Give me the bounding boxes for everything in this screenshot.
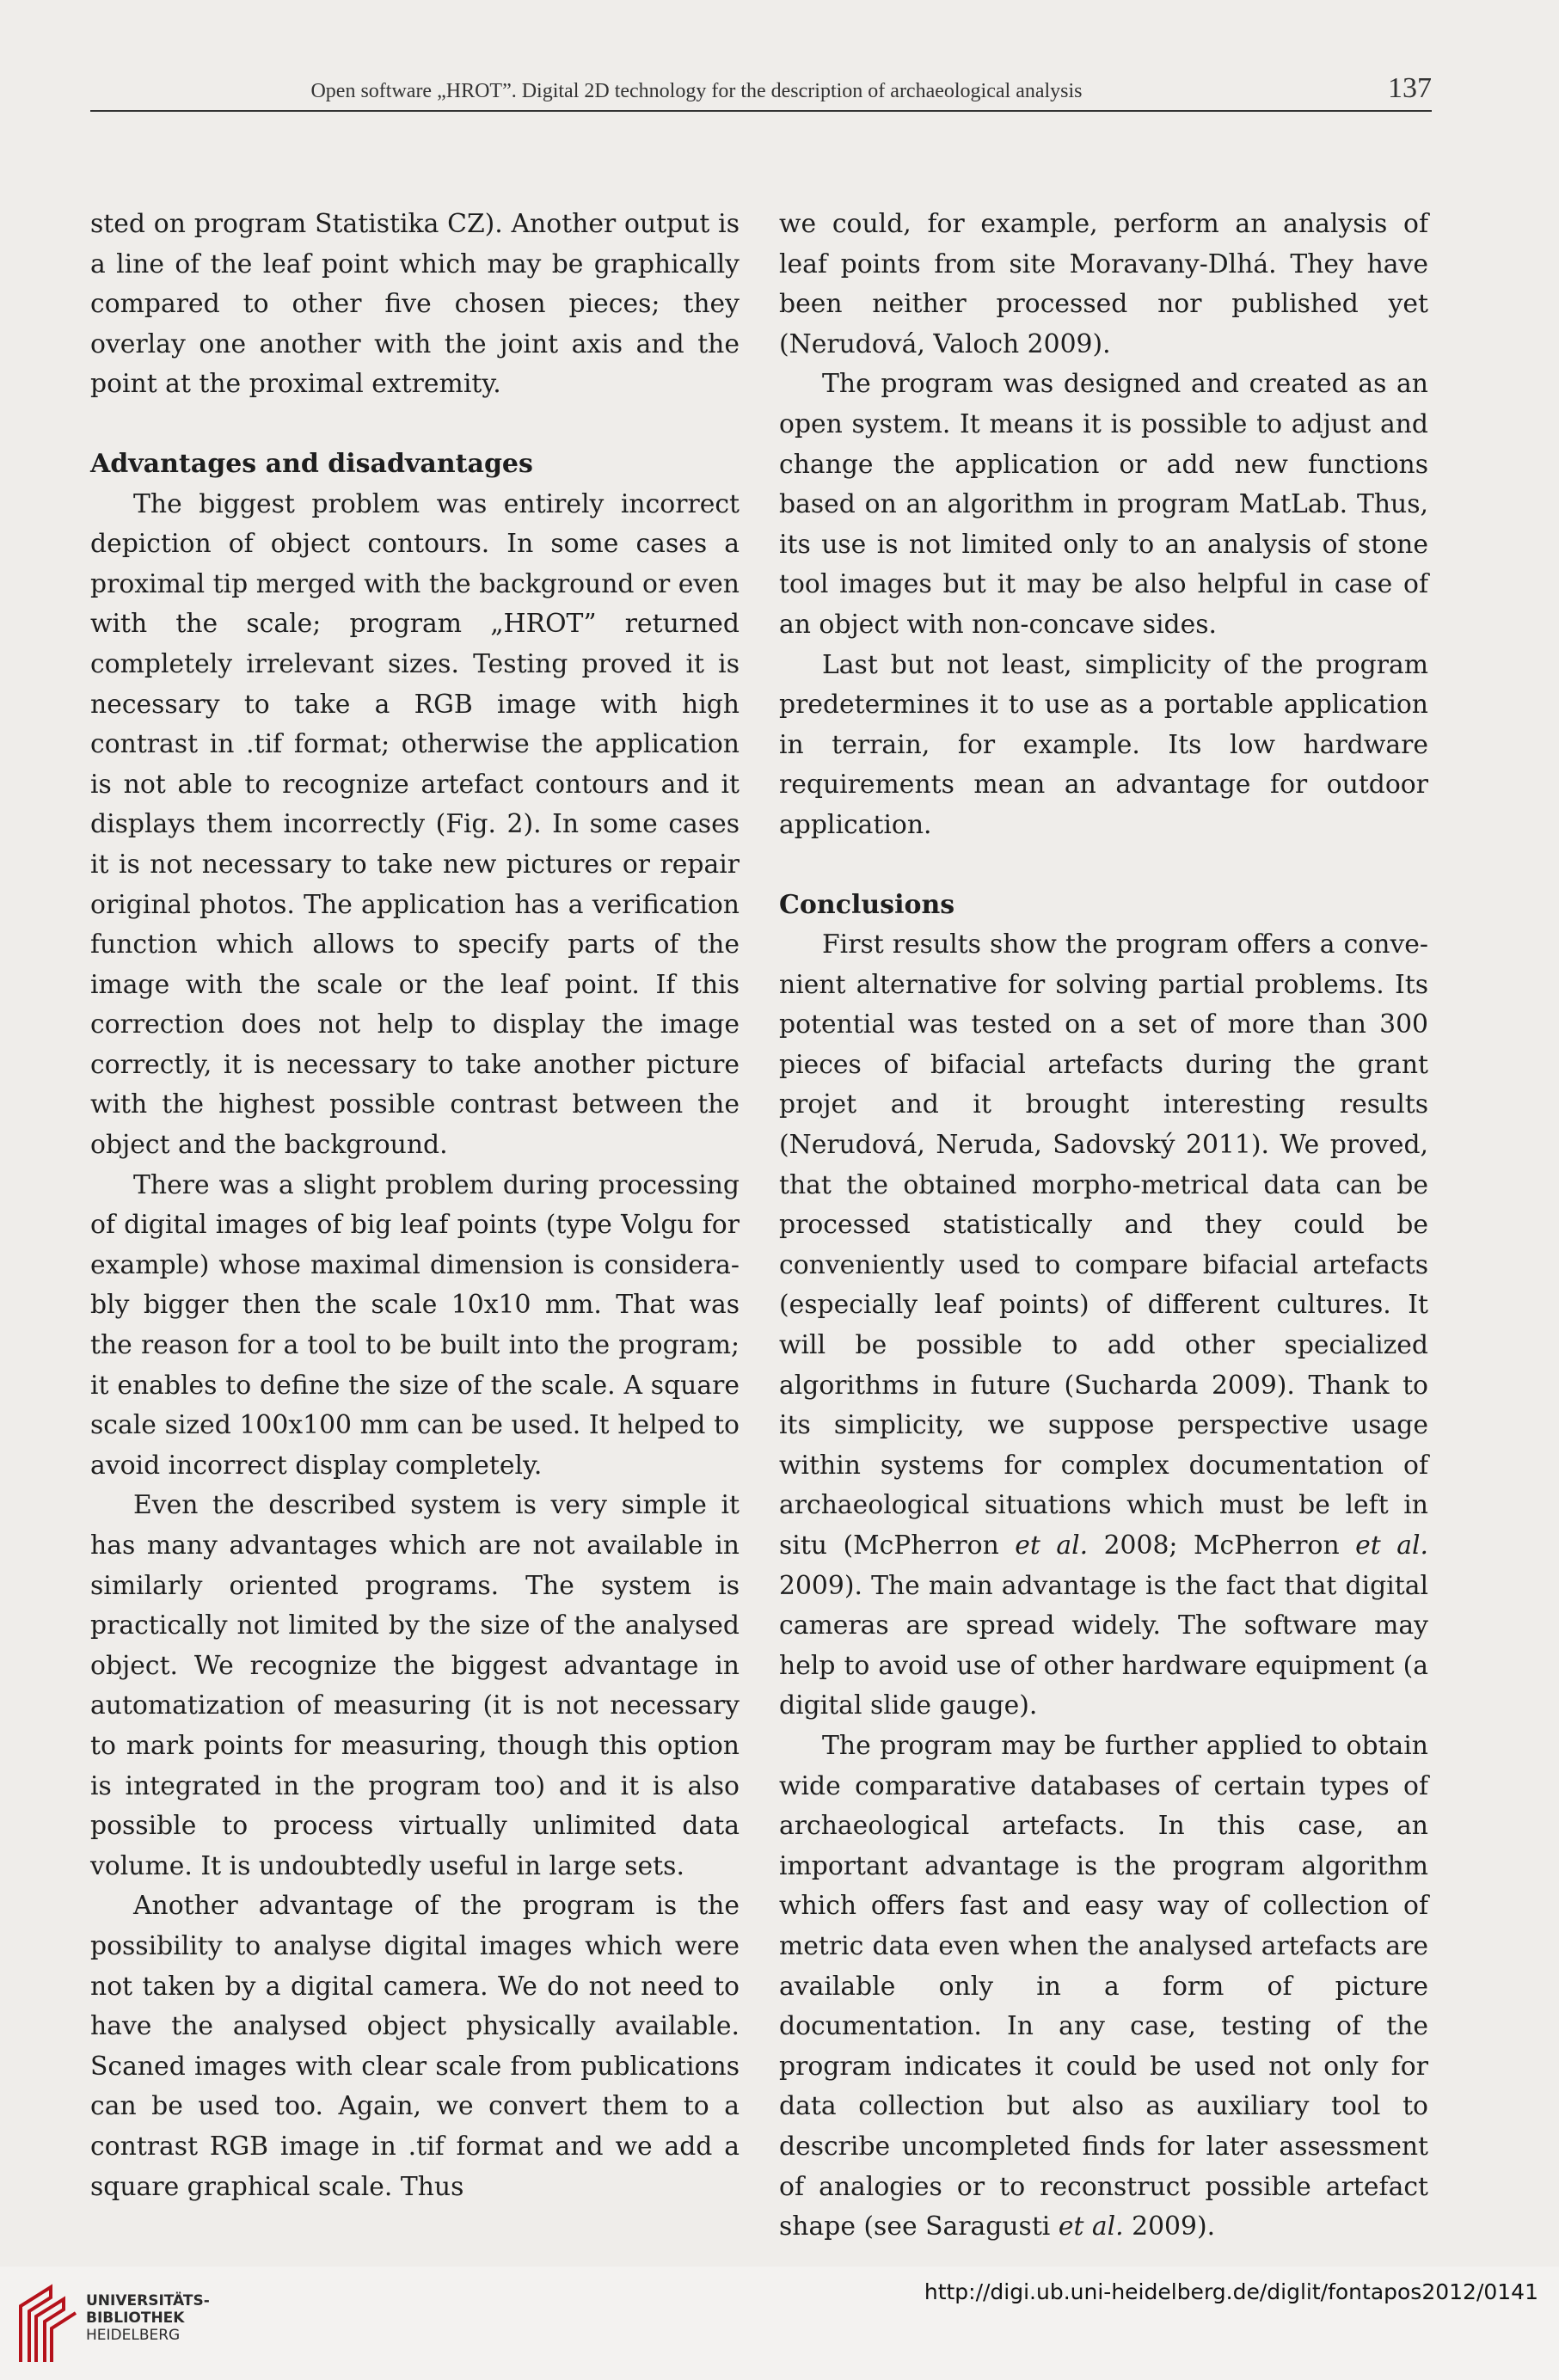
et-al-italic: et al. bbox=[1355, 1530, 1428, 1561]
paragraph bbox=[779, 925, 1428, 1727]
page-header bbox=[90, 67, 1432, 112]
paragraph: Even the described system is very simple it has many advantages which are not available in similarly oriented programs. The system is practically not limited by the size of the analysed object. We recognize the biggest advantage in automatization of measuring (it is not necessary to mark points for measuring, though this option is integrated in the program too) and it is also possible to process virtually unlimited data volume. It is undoubtedly useful in large sets. bbox=[90, 1490, 740, 1881]
paragraph: we could, for example, perform an analysis of leaf points from site Moravany-Dlhá. They have been neither processed nor published yet (Nerudová, Valoch 2009). bbox=[779, 209, 1428, 359]
text-run: 2009). The main advantage is the fact that digital cameras are spread widely. The software may help to avoid use of other hardware equipment (a digital slide gauge). bbox=[779, 1570, 1428, 1721]
et-al-italic: et al. bbox=[1058, 2211, 1124, 2242]
et-al-italic: et al. bbox=[1015, 1530, 1089, 1561]
page-number: 137 bbox=[1388, 72, 1432, 104]
source-url-link[interactable]: http://digi.ub.uni-heidelberg.de/diglit/fontapos2012/0141 bbox=[924, 2279, 1538, 2304]
paragraph bbox=[779, 1727, 1428, 2248]
library-line: UNIVERSITÄTS- bbox=[86, 2292, 210, 2309]
paragraph: There was a slight problem during processing of digital images of big leaf points (type Volgu for example) whose maximal dimension is considerably bigger then the scale 10x10 mm. That was the reason for a tool to be built into the program; it enables to define the size of the scale. A square scale sized 100x100 mm can be used. It helped to avoid incorrect display completely. bbox=[90, 1169, 740, 1481]
text-run: First results show the program offers a convenient alternative for solving partial problems. Its potential was tested on a set of more than 300 pieces of bifacial artefacts during the grant projet and it brought interesting results (Nerudová, Neruda, Sadovský 2011). We proved, that the obtained morpho-metrical data can be processed statistically and they could be conveniently used to compare bifacial artefacts (especially leaf points) of different cultures. It will be possible to add other specialized algorithms in future (Sucharda 2009). Thank to its simplicity, we suppose perspective usage within systems for complex documentation of archaeological situations which must be left in situ (McPherron bbox=[779, 929, 1428, 1561]
paragraph: Last but not least, simplicity of the program predetermines it to use as a portable application in terrain, for example. Its low hardware requirements mean an advantage for outdoor application. bbox=[779, 649, 1428, 840]
text-run: 2008; McPherron bbox=[1088, 1530, 1356, 1561]
text-run: The program may be further applied to obtain wide comparative databases of certain types of archaeological artefacts. In this case, an important advantage is the program algorithm which offers fast and easy way of collection of metric data even when the analysed artefacts are available only in a form of picture documentation. In any case, testing of the program indicates it could be used not only for data collection but also as auxiliary tool to describe uncompleted finds for later assessment of analogies or to reconstruct possible artefact shape (see Saragusti bbox=[779, 1730, 1428, 2242]
library-line: HEIDELBERG bbox=[86, 2327, 181, 2344]
paragraph: The program was designed and created as an open system. It means it is possible to adjust and change the application or add new functions based on an algorithm in program MatLab. Thus, its use is not limited only to an analysis of stone tool images but it may be also helpful in case of an object with non-concave sides. bbox=[779, 369, 1428, 640]
paragraph: sted on program Statistika CZ). Another output is a line of the leaf point which may be graphically compared to other five chosen pieces; they overlay one another with the joint axis and the point at the proximal extremity. bbox=[90, 209, 740, 400]
section-heading: Conclusions bbox=[779, 889, 955, 920]
right-column bbox=[779, 205, 1428, 2248]
section-heading: Advantages and disadvantages bbox=[90, 448, 533, 479]
library-line: BIBLIOTHEK bbox=[86, 2309, 185, 2327]
paragraph: Another advantage of the program is the possibility to analyse digital images which were not taken by a digital camera. We do not need to have the analysed object physically available. Scaned images with clear scale from publications can be used too. Again, we convert them to a contrast RGB image in .tif format and we add a square graphical scale. Thus bbox=[90, 1891, 740, 2202]
library-logo-icon bbox=[12, 2280, 81, 2366]
left-column bbox=[90, 205, 740, 2207]
library-name bbox=[86, 2292, 210, 2344]
paragraph: The biggest problem was entirely incorrect depiction of object contours. In some cases a proximal tip merged with the background or even with the scale; program „HROT” returned completely irrelevant sizes. Testing proved it is necessary to take a RGB image with high contrast in .tif format; otherwise the application is not able to recognize artefact contours and it displays them incorrectly (Fig. 2). In some cases it is not necessary to take new pictures or repair original photos. The application has a verification function which allows to specify parts of the image with the scale or the leaf point. If this correction does not help to display the image correctly, it is necessary to take another picture with the highest possible contrast between the object and the background. bbox=[90, 488, 740, 1161]
running-head: Open software „HROT”. Digital 2D technology for the description of archaeological analysis bbox=[310, 80, 1083, 102]
text-run: 2009). bbox=[1123, 2211, 1216, 2242]
